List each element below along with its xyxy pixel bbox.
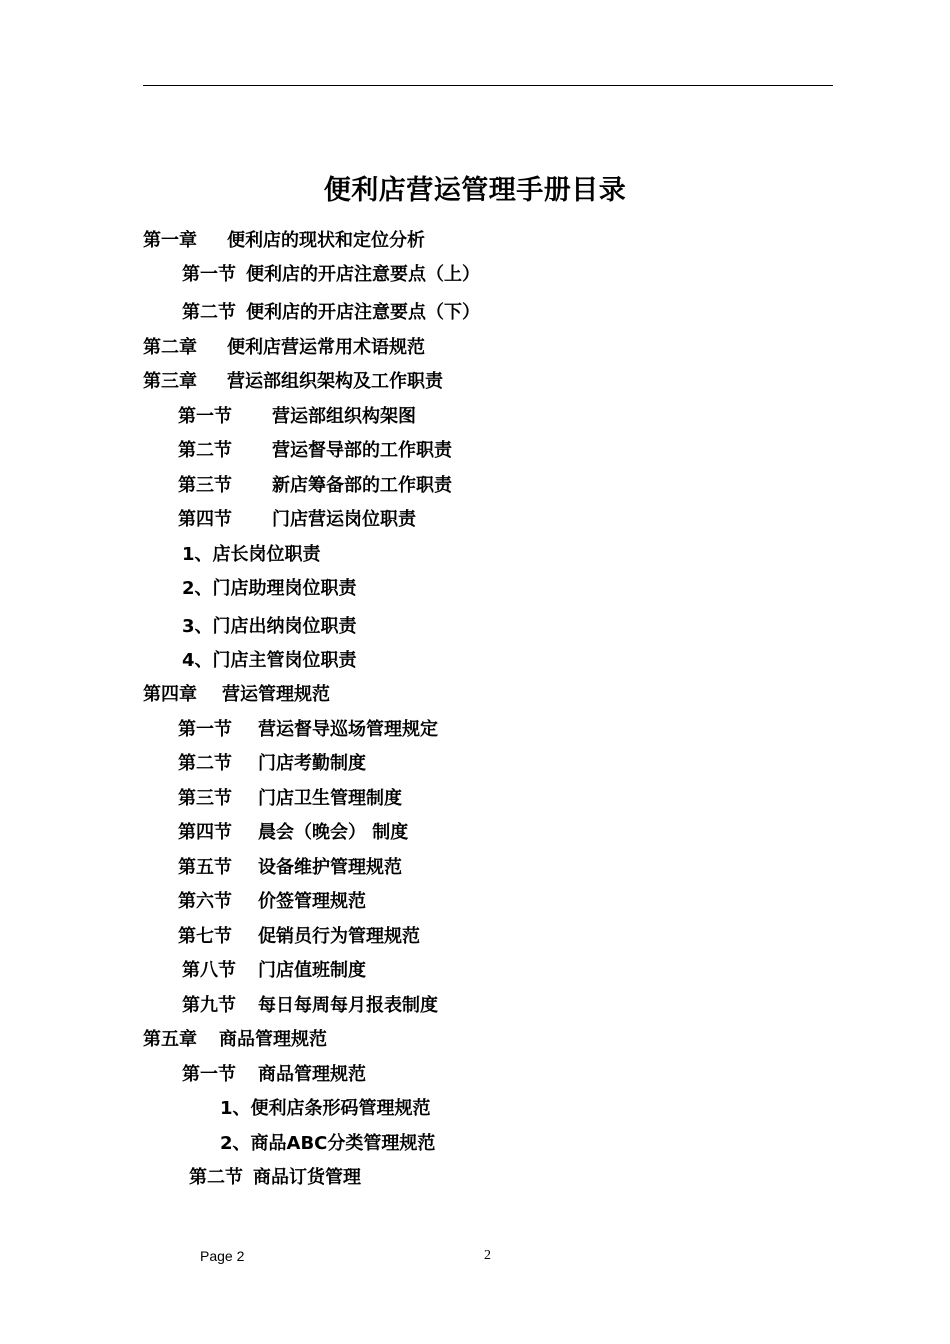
document-title: 便利店营运管理手册目录	[323, 175, 627, 206]
toc-entry	[178, 406, 416, 428]
toc-entry	[178, 926, 420, 948]
toc-entry-text: 商品订货管理	[253, 1167, 361, 1188]
toc-entry-label: 第三节	[178, 475, 232, 496]
toc-entry	[178, 891, 366, 913]
toc-entry	[182, 302, 480, 324]
toc-entry	[178, 788, 402, 810]
toc-entry-text: 门店营运岗位职责	[272, 509, 416, 530]
toc-entry-text: 3、门店出纳岗位职责	[182, 616, 357, 637]
toc-entry-text: 门店考勤制度	[258, 753, 366, 774]
toc-entry	[178, 822, 408, 844]
toc-entry-text: 商品管理规范	[258, 1064, 366, 1085]
toc-entry-label: 第二章	[143, 337, 197, 358]
toc-entry-text: 2、门店助理岗位职责	[182, 578, 357, 599]
toc-entry-text: 便利店营运常用术语规范	[227, 337, 425, 358]
toc-entry	[182, 264, 480, 286]
toc-entry	[143, 684, 330, 706]
toc-entry	[178, 753, 366, 775]
toc-entry-text: 设备维护管理规范	[258, 857, 402, 878]
toc-entry-text: 营运部组织构架图	[272, 406, 416, 427]
toc-entry-text: 营运督导部的工作职责	[272, 440, 452, 461]
toc-entry-text: 促销员行为管理规范	[258, 926, 420, 947]
toc-entry	[182, 578, 357, 600]
toc-entry-label: 第一节	[178, 406, 232, 427]
toc-entry	[182, 544, 321, 566]
toc-entry-text: 2、商品ABC分类管理规范	[220, 1133, 436, 1154]
toc-entry-text: 营运督导巡场管理规定	[258, 719, 438, 740]
footer-page-label: Page 2	[200, 1248, 245, 1264]
toc-entry	[178, 440, 452, 462]
toc-entry-text: 便利店的开店注意要点（下）	[246, 302, 480, 323]
toc-entry-text: 每日每周每月报表制度	[258, 995, 438, 1016]
toc-entry-text: 新店筹备部的工作职责	[272, 475, 452, 496]
toc-entry-text: 便利店的现状和定位分析	[227, 230, 425, 251]
toc-entry-text: 1、便利店条形码管理规范	[220, 1098, 431, 1119]
footer-page-number: 2	[484, 1248, 491, 1263]
toc-entry-label: 第三节	[178, 788, 232, 809]
toc-entry	[178, 857, 402, 879]
toc-entry-label: 第四节	[178, 509, 232, 530]
toc-entry	[143, 1029, 327, 1051]
toc-entry	[178, 509, 416, 531]
toc-entry-text: 晨会（晚会） 制度	[258, 822, 409, 843]
toc-entry-label: 第五节	[178, 857, 232, 878]
toc-entry	[143, 371, 443, 393]
toc-entry	[220, 1098, 431, 1120]
toc-entry-label: 第三章	[143, 371, 197, 392]
toc-entry-label: 第四节	[178, 822, 232, 843]
toc-entry-label: 第六节	[178, 891, 232, 912]
toc-entry-text: 便利店的开店注意要点（上）	[246, 264, 480, 285]
toc-entry	[182, 616, 357, 638]
toc-entry-label: 第一节	[178, 719, 232, 740]
toc-entry-label: 第七节	[178, 926, 232, 947]
toc-entry-text: 1、店长岗位职责	[182, 544, 321, 565]
toc-entry	[220, 1133, 435, 1155]
toc-entry-text: 门店值班制度	[258, 960, 366, 981]
toc-entry-text: 4、门店主管岗位职责	[182, 650, 357, 671]
toc-entry	[182, 995, 438, 1017]
toc-entry-text: 营运管理规范	[222, 684, 330, 705]
toc-entry-label: 第八节	[182, 960, 236, 981]
toc-entry	[182, 1064, 366, 1086]
toc-entry-text: 价签管理规范	[258, 891, 366, 912]
toc-entry-text: 商品管理规范	[219, 1029, 327, 1050]
toc-entry	[182, 960, 366, 982]
toc-entry-label: 第一章	[143, 230, 197, 251]
toc-entry	[182, 650, 357, 672]
toc-entry	[178, 719, 438, 741]
toc-entry	[143, 337, 425, 359]
toc-entry-label: 第二节	[189, 1167, 243, 1188]
toc-entry	[189, 1167, 361, 1189]
toc-entry-label: 第一节	[182, 1064, 236, 1085]
toc-entry-label: 第二节	[178, 753, 232, 774]
toc-entry-label: 第五章	[143, 1029, 197, 1050]
toc-entry	[178, 475, 452, 497]
toc-entry-label: 第二节	[178, 440, 232, 461]
toc-entry-label: 第一节	[182, 264, 236, 285]
toc-entry-label: 第二节	[182, 302, 236, 323]
toc-entry-label: 第九节	[182, 995, 236, 1016]
toc-entry-text: 门店卫生管理制度	[258, 788, 402, 809]
toc-entry-label: 第四章	[143, 684, 197, 705]
toc-entry	[143, 230, 425, 252]
toc-entry-text: 营运部组织架构及工作职责	[227, 371, 443, 392]
